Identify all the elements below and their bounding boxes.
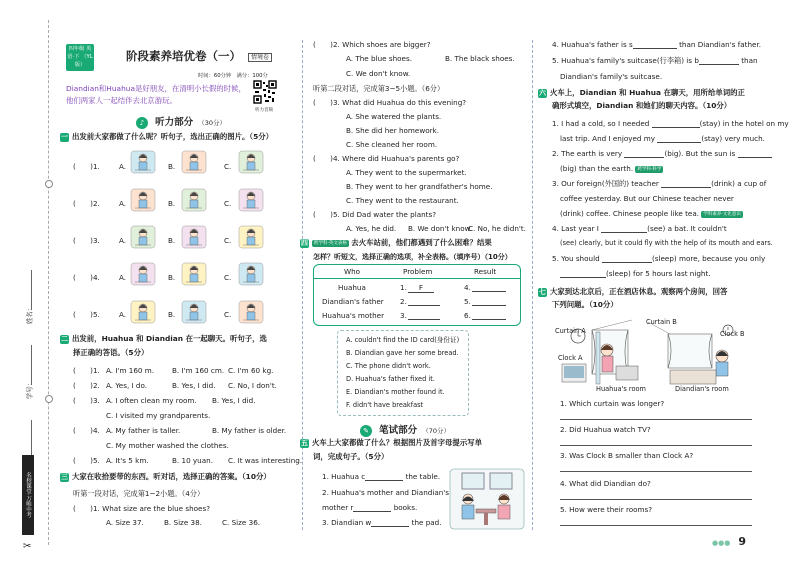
q4-row3-rnum: 6. — [464, 311, 471, 320]
q1-option-picture[interactable] — [238, 300, 264, 324]
q5-instruction: 五 火车上大家都做了什么？根据图片及首字母提示写单 — [301, 438, 482, 447]
q5-blank-5[interactable] — [699, 56, 739, 65]
q3-first-dialogue: 听第一段对话，完成第1~2小题。（4分） — [73, 489, 205, 498]
column-divider-2 — [532, 40, 533, 530]
listening-points: （30分） — [198, 119, 226, 127]
q4-row2-pnum: 2. — [400, 297, 407, 306]
q3-second-dialogue: 听第二段对话，完成第3~5小题。（6分） — [313, 84, 445, 93]
q4-row1-rnum: 4. — [464, 283, 471, 292]
q2-instruction-line2: 择正确的答语。（5分） — [73, 348, 149, 357]
section-number-icon: 一 — [61, 133, 68, 141]
binding-dot-1 — [45, 180, 53, 188]
q1-row-5-num[interactable]: ( )5. — [73, 310, 100, 319]
page-number-area — [712, 530, 746, 549]
q4-option-d: D. Huahua's father fixed it. — [346, 375, 435, 383]
q4-header-who: Who — [344, 267, 361, 276]
q6-tag-science: 跨学科·科学 — [637, 166, 662, 172]
pen-icon: ✎ — [360, 425, 372, 437]
q2-item-4[interactable]: ( )4. A. My father is taller. B. My father is older. — [73, 426, 287, 435]
q5-sentence-5b: Diandian's family's suitcase. — [560, 72, 663, 81]
q5-instruction-line2: 词，完成句子。（5分） — [313, 452, 389, 461]
q1-option-picture[interactable] — [238, 150, 264, 174]
q5-blank-1[interactable] — [365, 472, 403, 481]
q2-item-4-c[interactable]: C. My mother washed the clothes. — [106, 441, 229, 450]
q6-line-1: 1. I had a cold, so I needed (stay) in the hotel on my — [552, 119, 789, 128]
q6-line-7: (drink) coffee. Chinese people like tea. 学科素养·文化意识 — [560, 209, 741, 218]
q2-item-5[interactable]: ( )5. A. It's 5 km. B. 10 yuan. C. It was interesting. — [73, 456, 303, 465]
q4-row1-pnum: 1. — [400, 283, 407, 292]
q1-option-picture[interactable] — [238, 225, 264, 249]
q3-q5-b[interactable]: B. We don't know. — [408, 224, 473, 233]
q7-answer-line-5[interactable] — [560, 525, 752, 526]
q6-line-3: 2. The earth is very (big). But the sun is — [552, 149, 772, 158]
q4-header-problem: Problem — [403, 267, 433, 276]
section-number-icon: 二 — [61, 335, 68, 343]
q6-line-4: (big) than the earth. 跨学科·科学 — [560, 164, 662, 173]
q5-sentence-2: 2. Huahua's mother and Diandian's — [322, 488, 449, 497]
q6-line-6: coffee yesterday. But our Chinese teacher never — [560, 194, 734, 203]
q1-option-picture[interactable] — [238, 188, 264, 212]
q3-q3-a[interactable]: A. She watered the plants. — [346, 112, 442, 121]
q4-row1-rblank[interactable] — [472, 291, 506, 292]
q1-row-4-num[interactable]: ( )4. — [73, 273, 100, 282]
page-title — [126, 48, 272, 64]
q7-question-5: 5. How were their rooms? — [560, 505, 653, 514]
number-line[interactable] — [31, 345, 32, 385]
q3-q3-c[interactable]: C. She cleaned her room. — [346, 140, 438, 149]
q1-option-picture[interactable] — [181, 150, 207, 174]
q1-row-3-a[interactable]: A. — [119, 236, 127, 245]
qr-caption: 听力音频 — [255, 108, 273, 113]
q1-option-picture[interactable] — [130, 225, 156, 249]
q5-blank-4[interactable] — [633, 40, 677, 49]
scissors-icon: ✂ — [23, 541, 32, 552]
q1-option-picture[interactable] — [130, 188, 156, 212]
column-divider-1 — [302, 40, 303, 530]
q2-item-2[interactable]: ( )2. A. Yes, I do. B. Yes, I did. C. No, I don't. — [73, 381, 277, 390]
binding-dot-2 — [45, 395, 53, 403]
q3-q1[interactable]: ( )1. What size are the blue shoes? — [73, 504, 211, 513]
q1-option-picture[interactable] — [238, 262, 264, 286]
label-huahua-room: Huahua's room — [596, 385, 646, 393]
section-number-icon: 三 — [61, 473, 68, 481]
q6-blank-3[interactable] — [624, 149, 664, 158]
q6-line-5: 3. Our foreign(外国的) teacher (drink) a cup of — [552, 179, 767, 188]
q1-row-1-a[interactable]: A. — [119, 162, 127, 171]
q7-answer-line-1[interactable] — [560, 419, 752, 420]
q6-blank-7[interactable] — [602, 254, 652, 263]
writing-heading — [360, 418, 450, 437]
q1-row-1-num[interactable]: ( )1. — [73, 162, 100, 171]
q1-row-5-c[interactable]: C. — [224, 310, 232, 319]
q6-line-2: last trip. And I enjoyed my (stay) very much. — [560, 134, 765, 143]
train-scene-image — [448, 465, 526, 533]
class-line[interactable] — [31, 420, 32, 460]
binding-line — [48, 20, 49, 545]
section-number-icon: 五 — [301, 439, 308, 447]
q4-row3-pnum: 3. — [400, 311, 407, 320]
q1-option-picture[interactable] — [130, 150, 156, 174]
title-badge: 情境卷 — [248, 53, 272, 62]
q2-item-3-c[interactable]: C. I visited my grandparents. — [106, 411, 211, 420]
q6-instruction: 六 火车上，Diandian 和 Huahua 在聊天，用所给单词的正 — [539, 88, 745, 97]
title-text: 阶段素养培优卷（一） — [126, 49, 241, 63]
q4-row3-rblank[interactable] — [472, 319, 506, 320]
q6-blank-1[interactable] — [652, 119, 700, 128]
writing-points: （70分） — [422, 427, 450, 435]
q5-sentence-2b: mother r books. — [322, 503, 418, 512]
q6-blank-5[interactable] — [661, 179, 711, 188]
q7-answer-line-3[interactable] — [560, 471, 752, 472]
q3-q4-c[interactable]: C. They went to the restaurant. — [346, 196, 459, 205]
q6-line-8: 4. Last year I (see) a bat. It couldn't — [552, 224, 727, 233]
q3-q3-b[interactable]: B. She did her homework. — [346, 126, 440, 135]
q3-instruction: 三 大家在收拾要带的东西。听对话，选择正确的答案。（10分） — [61, 472, 271, 481]
q1-row-2-c[interactable]: C. — [224, 199, 232, 208]
label-curtain-b: Curtain B — [646, 318, 677, 326]
q4-row2-rnum: 5. — [464, 297, 471, 306]
q7-answer-line-4[interactable] — [560, 499, 752, 500]
q5-sentence-1: 1. Huahua c the table. — [322, 472, 441, 481]
q4-table — [313, 264, 521, 326]
binding-strip — [0, 0, 62, 569]
q1-row-4-c[interactable]: C. — [224, 273, 232, 282]
q1-option-picture[interactable] — [181, 188, 207, 212]
q2-item-1[interactable]: ( )1. A. I'm 160 m. B. I'm 160 cm. C. I'm 60 kg. — [73, 366, 274, 375]
q7-question-4: 4. What did Diandian do? — [560, 479, 651, 488]
q6-blank-8[interactable] — [560, 269, 606, 278]
q1-option-picture[interactable] — [181, 300, 207, 324]
q1-row-4-a[interactable]: A. — [119, 273, 127, 282]
name-label: 姓名： — [25, 304, 34, 325]
q4-row2-who: Diandian's father — [322, 297, 384, 306]
q2-item-3[interactable]: ( )3. A. I often clean my room. B. Yes, I did. — [73, 396, 256, 405]
q1-row-2-num[interactable]: ( )2. — [73, 199, 100, 208]
grade-badge: 四年级 英语·下 （YL版） — [66, 44, 94, 71]
q7-instruction-line2: 下列问题。（10分） — [552, 300, 618, 309]
brand-vertical: 名校课堂·万唯中考 — [22, 455, 34, 535]
label-curtain-a: Curtain A — [555, 327, 586, 335]
listening-title: 听力部分 — [155, 117, 194, 128]
qr-code-image — [253, 80, 277, 104]
q1-row-3-c[interactable]: C. — [224, 236, 232, 245]
q1-row-5-a[interactable]: A. — [119, 310, 127, 319]
q1-row-1-c[interactable]: C. — [224, 162, 232, 171]
q3-q2-c[interactable]: C. We don't know. — [346, 69, 411, 78]
q1-row-4-b[interactable]: B. — [168, 273, 176, 282]
q3-q1-c[interactable]: C. Size 36. — [222, 518, 261, 527]
q6-instruction-line2: 确形式填空，Diandian 和她们的聊天内容。（10分） — [552, 101, 732, 110]
q4-row2-pblank[interactable] — [408, 305, 440, 306]
q3-q4-a[interactable]: A. They went to the supermarket. — [346, 168, 467, 177]
q4-option-f: F. didn't have breakfast — [346, 401, 424, 409]
label-clock-a: Clock A — [558, 354, 583, 362]
q7-question-1: 1. Which curtain was longer? — [560, 399, 665, 408]
number-label: 学号： — [25, 379, 34, 400]
q1-option-picture[interactable] — [181, 225, 207, 249]
q3-q5-a[interactable]: A. Yes, he did. — [346, 224, 397, 233]
q5-sentence-5: 5. Huahua's family's suitcase(行李箱) is b than — [552, 56, 758, 65]
q7-question-3: 3. Was Clock B smaller than Clock A? — [560, 451, 694, 460]
q3-q1-a[interactable]: A. Size 37. — [106, 518, 144, 527]
q4-row3-who: Huahua's mother — [322, 311, 385, 320]
q1-option-picture[interactable] — [181, 262, 207, 286]
label-diandian-room: Diandian's room — [675, 385, 729, 393]
q7-question-2: 2. Did Huahua watch TV? — [560, 425, 651, 434]
page-number: 9 — [738, 535, 747, 548]
q5-sentence-4: 4. Huahua's father is s than Diandian's father. — [552, 40, 762, 49]
dots-decoration: ●●● — [712, 539, 731, 547]
q5-sentence-3: 3. Diandian w the pad. — [322, 518, 442, 527]
q1-row-1-b[interactable]: B. — [168, 162, 176, 171]
q1-instruction: 一 出发前大家都做了什么呢？听句子，选出正确的图片。（5分） — [61, 132, 273, 141]
q5-blank-2[interactable] — [353, 503, 391, 512]
q5-blank-3[interactable] — [371, 518, 409, 527]
q4-option-c: C. The phone didn't work. — [346, 362, 431, 370]
listening-heading — [136, 110, 256, 128]
section-number-icon: 七 — [539, 288, 546, 296]
q4-options-box — [337, 330, 469, 416]
q4-tag: 跨学科·英文表格 — [314, 240, 347, 246]
q6-line-10: 5. You should (sleep) more, because you only — [552, 254, 766, 263]
q6-blank-4[interactable] — [738, 149, 772, 158]
q1-option-picture[interactable] — [130, 300, 156, 324]
q3-q3[interactable]: ( )3. What did Huahua do this evening? — [313, 98, 467, 107]
label-clock-b: Clock B — [720, 330, 745, 338]
q6-blank-6[interactable] — [601, 224, 647, 233]
q3-q4[interactable]: ( )4. Where did Huahua's parents go? — [313, 154, 460, 163]
q1-row-5-b[interactable]: B. — [168, 310, 176, 319]
q6-line-11: (sleep) for 5 hours last night. — [560, 269, 711, 278]
q6-tag-culture: 学科素养·文化意识 — [703, 211, 741, 217]
time-score: 时间：60分钟 满分：100分 — [198, 73, 268, 79]
q3-q2-b[interactable]: B. The black shoes. — [445, 54, 515, 63]
q3-q2[interactable]: ( )2. Which shoes are bigger? — [313, 40, 431, 49]
q4-option-a: A. couldn't find the ID card(身份证) — [346, 336, 460, 344]
writing-title: 笔试部分 — [379, 425, 418, 436]
q6-blank-2[interactable] — [657, 134, 701, 143]
q6-line-9: (see) clearly, but it could fly with the help of its mouth and ears. — [560, 239, 773, 247]
q4-row1-pval[interactable]: F — [408, 283, 434, 293]
q7-answer-line-2[interactable] — [560, 445, 752, 446]
section-number-icon: 四 — [301, 239, 308, 247]
q2-instruction: 二 出发前，Huahua 和 Diandian 在一起聊天。听句子，选 — [61, 334, 267, 343]
q1-option-picture[interactable] — [130, 262, 156, 286]
headphone-icon: ♪ — [136, 117, 148, 129]
q4-instruction-line2: 怎样？听短文，选择正确的选项，补全表格。（填序号）（10分） — [313, 253, 512, 261]
q4-row2-rblank[interactable] — [472, 305, 506, 306]
q4-instruction: 四 跨学科·英文表格 去火车站前，他们都遇到了什么困难？结果 — [301, 238, 492, 247]
q4-row3-pblank[interactable] — [408, 319, 440, 320]
q4-header-result: Result — [474, 267, 497, 276]
q1-row-3-num[interactable]: ( )3. — [73, 236, 100, 245]
q3-q1-b[interactable]: B. Size 38. — [164, 518, 202, 527]
q4-option-b: B. Diandian gave her some bread. — [346, 349, 459, 357]
q4-option-e: E. Diandian's mother found it. — [346, 388, 445, 396]
q3-q2-a[interactable]: A. The blue shoes. — [346, 54, 412, 63]
name-line[interactable] — [31, 270, 32, 310]
q1-row-2-a[interactable]: A. — [119, 199, 127, 208]
q3-q4-b[interactable]: B. They went to her grandfather's home. — [346, 182, 493, 191]
q1-row-2-b[interactable]: B. — [168, 199, 176, 208]
q3-q5-c[interactable]: C. No, he didn't. — [468, 224, 526, 233]
intro-text: Diandian和Huahua是好朋友，在清明小长假的时候，他们两家人一起结伴去北京游玩。 — [66, 84, 246, 105]
q4-row1-who: Huahua — [338, 283, 366, 292]
q3-q5[interactable]: ( )5. Did Dad water the plants? — [313, 210, 437, 219]
q1-row-3-b[interactable]: B. — [168, 236, 176, 245]
q7-instruction: 七 大家到达北京后，正在酒店休息。观察两个房间，回答 — [539, 287, 728, 296]
section-number-icon: 六 — [539, 89, 546, 97]
